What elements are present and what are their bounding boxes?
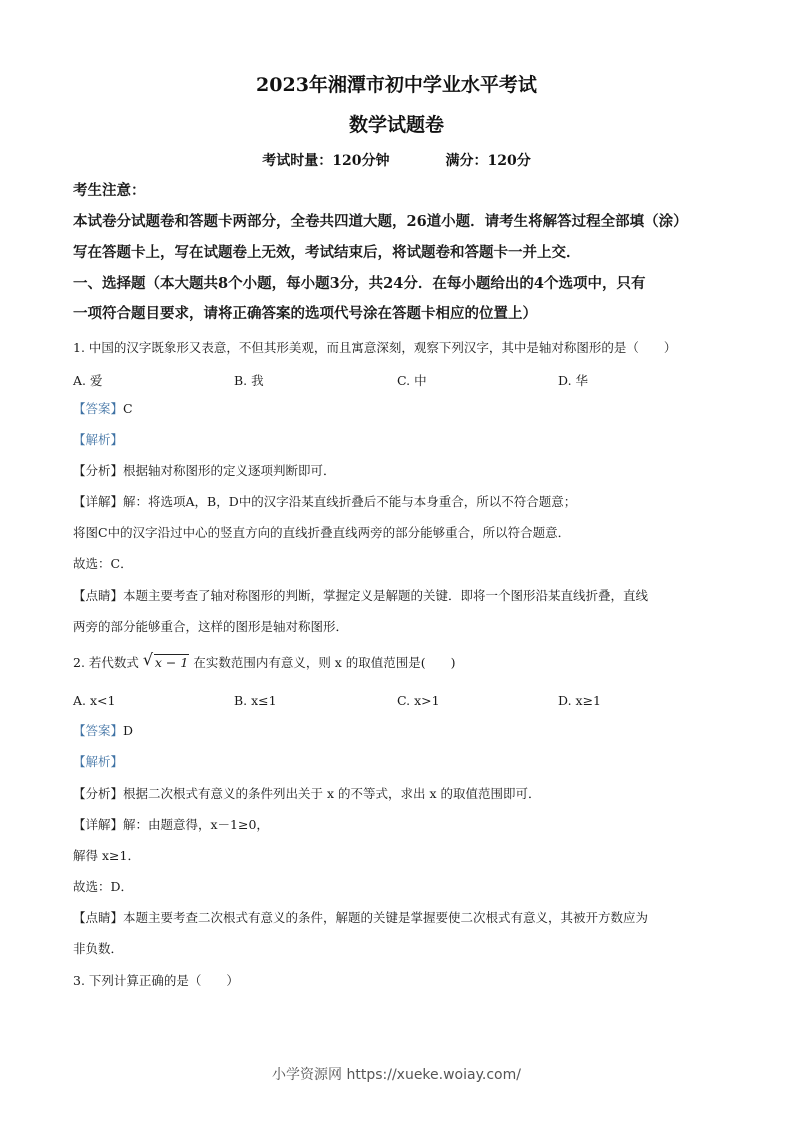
question-2-option-a: A. x<1 — [73, 693, 116, 708]
question-1-xiangjie-1: 【详解】解：将选项A，B，D中的汉字沿某直线折叠后不能与本身重合，所以不符合题意； — [73, 494, 577, 509]
question-2-xiangjie-1: 【详解】解：由题意得，x－1≥0， — [73, 817, 269, 832]
question-2-dianjing-1: 【点睛】本题主要考查二次根式有意义的条件，解题的关键是掌握要使二次根式有意义，其被开方数应为 — [73, 910, 649, 925]
notice-line-1: 本试卷分试题卷和答题卡两部分，全卷共四道大题，26道小题．请考生将解答过程全部填（涂） — [73, 213, 688, 230]
exam-title: 2023年湘潭市初中学业水平考试 — [256, 74, 537, 96]
exam-meta — [0, 150, 793, 170]
question-1-xiangjie-3: 故选：C． — [73, 556, 133, 571]
section-1-heading-line-2: 一项符合题目要求，请将正确答案的选项代号涂在答题卡相应的位置上） — [73, 305, 537, 322]
question-2-option-b: B. x≤1 — [234, 693, 277, 708]
notice-heading: 考生注意： — [73, 182, 146, 199]
question-1-fenxi: 【分析】根据轴对称图形的定义逐项判断即可． — [73, 463, 336, 478]
answer-label: 【答案】 — [73, 723, 124, 738]
stem-suffix: 在实数范围内有意义，则 x 的取值范围是( ) — [193, 655, 456, 670]
answer-value: C — [123, 401, 133, 416]
notice-line-2: 写在答题卡上，写在试题卷上无效，考试结束后，将试题卷和答题卡一并上交． — [73, 244, 581, 261]
question-2-xiangjie-3: 故选：D． — [73, 879, 134, 894]
radical-expression: √ x − 1 — [142, 650, 189, 670]
question-1-option-b: B. 我 — [234, 373, 264, 388]
question-1-option-d: D. 华 — [558, 373, 589, 388]
question-1-analysis-label: 【解析】 — [73, 432, 124, 447]
question-2-fenxi: 【分析】根据二次根式有意义的条件列出关于 x 的不等式，求出 x 的取值范围即可． — [73, 786, 541, 801]
exam-subtitle: 数学试题卷 — [348, 114, 444, 136]
sqrt-symbol-icon: √ — [142, 650, 154, 669]
question-2-stem — [73, 650, 456, 671]
section-1-heading-line-1: 一、选择题（本大题共8个小题，每小题3分，共24分．在每小题给出的4个选项中，只有 — [73, 275, 646, 292]
footer-watermark: 小学资源网 https://xueke.woiay.com/ — [272, 1067, 521, 1083]
question-2-option-d: D. x≥1 — [558, 693, 601, 708]
question-1-xiangjie-2: 将图C中的汉字沿过中心的竖直方向的直线折叠直线两旁的部分能够重合，所以符合题意． — [73, 525, 571, 540]
question-2-option-c: C. x>1 — [397, 693, 440, 708]
question-2-xiangjie-2: 解得 x≥1． — [73, 848, 140, 863]
question-1-stem: 1. 中国的汉字既象形又表意，不但其形美观，而且寓意深刻，观察下列汉字，其中是轴对称图形的是（ ） — [73, 340, 677, 355]
question-1-option-c: C. 中 — [397, 373, 427, 388]
question-2-dianjing-2: 非负数． — [73, 941, 124, 956]
full-score: 满分：120分 — [445, 153, 531, 169]
question-1-dianjing-2: 两旁的部分能够重合，这样的图形是轴对称图形． — [73, 619, 349, 634]
question-1-option-a: A. 爱 — [73, 373, 103, 388]
exam-time: 考试时量：120分钟 — [262, 153, 390, 169]
question-1-answer — [73, 401, 133, 417]
question-2-analysis-label: 【解析】 — [73, 754, 124, 769]
question-2-answer — [73, 723, 133, 739]
question-3-stem: 3. 下列计算正确的是（ ） — [73, 973, 239, 988]
stem-prefix: 2. 若代数式 — [73, 655, 139, 670]
question-1-dianjing-1: 【点睛】本题主要考查了轴对称图形的判断，掌握定义是解题的关键．即将一个图形沿某直线折叠，直线 — [73, 588, 649, 603]
answer-label: 【答案】 — [73, 401, 124, 416]
answer-value: D — [123, 723, 134, 738]
